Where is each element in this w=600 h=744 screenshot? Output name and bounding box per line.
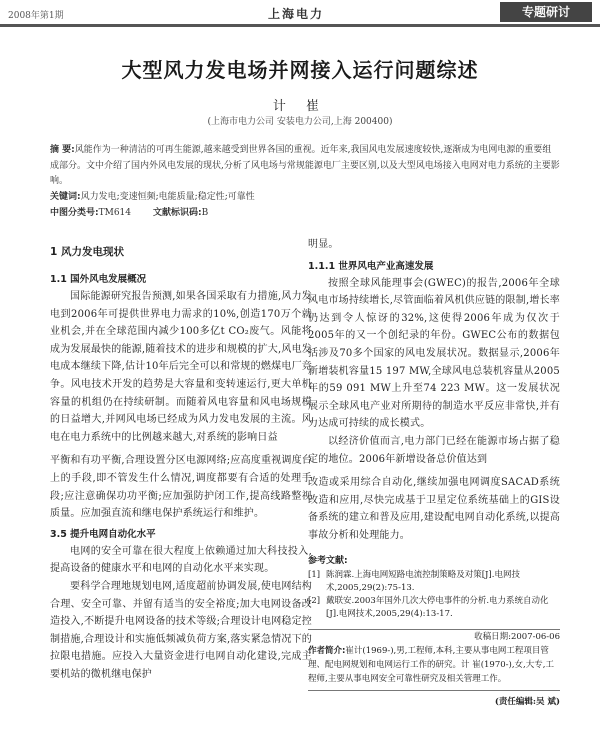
subsection-1-1-title: 1.1 国外风电发展概况	[50, 274, 147, 285]
right-paragraph-3: 改造或采用综合自动化,继续加强电网调度SACAD系统改造和应用,尽快完成基于卫星定位系统基础上的GIS设备系统的建立和普及应用,建设配电网自动化系统,以提高事故分析和处理能力。	[308, 477, 560, 541]
left-column	[50, 226, 312, 683]
references-list	[308, 569, 560, 621]
references-title: 参考文献:	[308, 555, 348, 566]
section-tag: 专题研讨	[500, 2, 592, 22]
paper-author: 计 崔	[272, 99, 328, 114]
bio-rule	[308, 690, 560, 691]
clc-value: TM614	[98, 208, 132, 218]
right-paragraph-2: 以经济价值而言,电力部门已经在能源市场占据了稳定的地位。2006年新增设备总价值达到	[308, 435, 560, 465]
reference-item: [1] 陈润霖.上海电网短路电流控制策略及对策[J].电网技术,2005,29(2):75-13.	[308, 569, 520, 593]
keywords-label: 关键词:	[50, 192, 81, 202]
right-paragraph-1: 按照全球风能理事会(GWEC)的报告,2006年全球风电市场持续增长,尽管面临着风机供应链的限制,增长率仍达到令人惊讶的32%,这使得2006年成为仅次于2005年的又一个创纪录的年份。GWEC公布的数据包括涉及70多个国家的风电发展状况。数据显示,2006年新增装机容量15 197 MW,全球风电总装机容量从2005年的59 091 MW上升至74 223 MW。这一发展状况展示全球风电产业对所期待的制造水平反应非常快,并有力达成可持续的成长模式。	[308, 277, 560, 430]
header-rule	[0, 24, 600, 27]
right-paragraph-0: 明显。	[308, 239, 339, 250]
paper-affiliation: (上海市电力公司 安装电力公司,上海 200400)	[207, 117, 393, 127]
reference-item: [2] 戴联安.2003年国外几次大停电事件的分析.电力系统自动化[J].电网技术,2005,29(4):13-17.	[308, 595, 549, 619]
clc-label: 中图分类号:	[50, 208, 99, 218]
author-bio: 作者简介:崔计(1969-),男,工程师,本科,主要从事电网工程项目管理、配电网规划和电网运行工作的研究。计 崔(1970-),女,大专,工程师,主要从事电网安全可靠性研究及相关管理工作。	[308, 645, 554, 684]
left-paragraph-2: 平衡和有功平衡,合理设置分区电源网络;应高度重视调度台上的手段,即不管发生什么情况,调度都要有合适的处理手段;应注意确保功功平衡;应加强防护闭工作,提高线路整视质量。应加强直流和继电保护系统运行和维护。	[50, 455, 312, 520]
left-paragraph-4: 要科学合理地规划电网,适度超前协调发展,使电网结构合理、安全可靠、并留有适当的安全裕度;加大电网设备改造投入,不断提升电网设备的技术等级;合理设计电网稳定控制措施,合理设计和实施低频减负荷方案,落实紧急情况下的拉限电措施。应投入大量资金进行电网自动化建设,完成主要机站的微机继电保护	[50, 580, 312, 680]
abstract-text: 风能作为一种清洁的可再生能源,越来越受到世界各国的重视。近年来,我国风电发展速度较快,逐渐成为电网电源的重要组成部分。文中介绍了国内外风电发展的现状,分析了风电场与常规能源电厂主要区别,以及大型风电场接入电网对电力系统的主要影响。	[50, 145, 560, 186]
classification-line	[50, 205, 560, 218]
subsection-3-5-title: 3.5 提升电网自动化水平	[50, 528, 156, 540]
left-paragraph-3: 电网的安全可靠在很大程度上依赖通过加大科技投入,提高设备的健康水平和电网的自动化水平来实现。	[50, 545, 312, 575]
received-date: 收稿日期:2007-06-06	[474, 631, 560, 642]
doc-code-label: 文献标识码:	[153, 208, 202, 218]
keywords	[50, 189, 560, 202]
doc-code-value: B	[201, 208, 209, 218]
abstract-label: 摘 要:	[50, 145, 75, 155]
responsible-editor: (责任编辑:吴 斌)	[494, 696, 560, 707]
abstract	[50, 143, 560, 190]
paper-title: 大型风力发电场并网接入运行问题综述	[121, 58, 479, 82]
section-1-title: 1 风力发电现状	[50, 246, 124, 258]
left-paragraph-1: 国际能源研究报告预测,如果各国采取有力措施,风力发电到2006年可提供世界电力需求的10%,创造170万个就业机会,并在全球范围内减少100多亿t CO₂废气。风能将成为发展最快的能源,随着技术的进步和规模的扩大,风电发电成本继续下降,估计10年后完全可以和常规的燃煤电厂竞争。风电技术开发的趋势是大容量和变转速运行,更大单机容量的机组仍在持续研制。而随着风电容量和风电场规模的日益增大,并网风电场已经成为风力发电发展的主流。风电在电力系统中的比例越来越大,对系统的影响日益	[50, 291, 312, 443]
header-journal-name: 上海电力	[268, 7, 325, 21]
right-column	[308, 226, 560, 709]
keywords-text: 风力发电;变速恒频;电能质量;稳定性;可靠性	[80, 192, 255, 202]
header-issue: 2008年第1期	[8, 11, 64, 21]
subsection-1-1-1-title: 1.1.1 世界风电产业高速发展	[308, 260, 434, 272]
